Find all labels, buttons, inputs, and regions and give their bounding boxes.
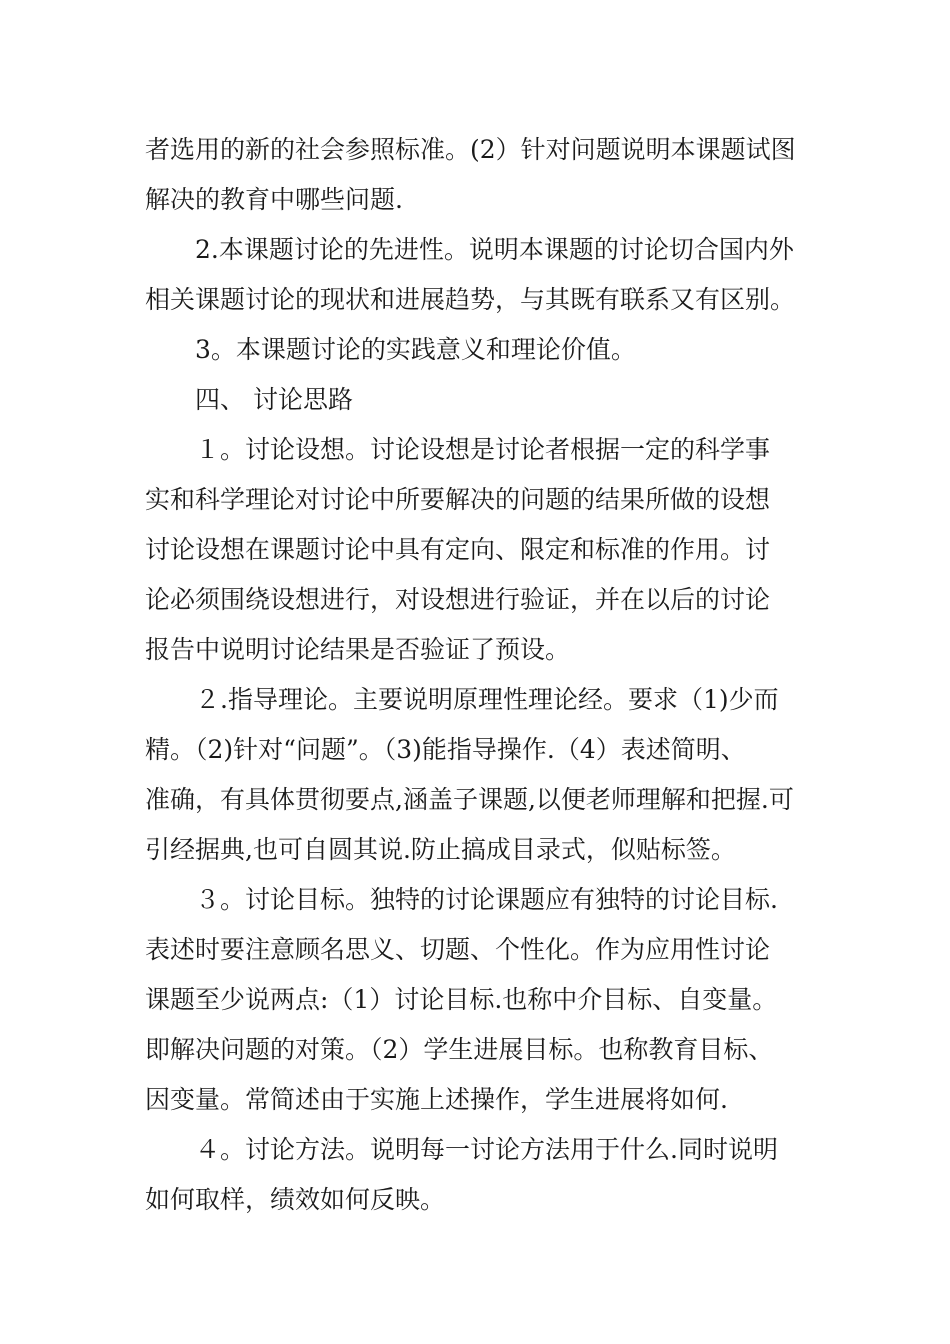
text-line-5: 3。本课题讨论的实践意义和理论价值。	[195, 335, 636, 364]
text-line-18: 课题至少说两点:（1）讨论目标.也称中介目标、自变量。	[145, 985, 778, 1014]
text-line-2: 解决的教育中哪些问题.	[145, 185, 403, 214]
section-heading: 四、 讨论思路	[195, 385, 353, 414]
text-line-17: 表述时要注意顾名思义、切题、个性化。作为应用性讨论	[145, 935, 771, 964]
text-line-11: 报告中说明讨论结果是否验证了预设。	[145, 635, 571, 664]
text-line-16: ３。讨论目标。独特的讨论课题应有独特的讨论目标.	[195, 885, 778, 914]
text-line-10: 论必须围绕设想进行，对设想进行验证，并在以后的讨论	[145, 585, 771, 614]
text-line-3: 2.本课题讨论的先进性。说明本课题的讨论切合国内外	[195, 235, 794, 264]
text-line-12: ２.指导理论。主要说明原理性理论经。要求（1)少而	[195, 685, 779, 714]
text-line-21: ４。讨论方法。说明每一讨论方法用于什么.同时说明	[195, 1135, 778, 1164]
text-line-8: 实和科学理论对讨论中所要解决的问题的结果所做的设想	[145, 485, 771, 514]
text-line-20: 因变量。常简述由于实施上述操作，学生进展将如何.	[145, 1085, 728, 1114]
text-line-4: 相关课题讨论的现状和进展趋势，与其既有联系又有区别。	[145, 285, 796, 314]
text-line-1: 者选用的新的社会参照标准。(2）针对问题说明本课题试图	[145, 135, 796, 164]
text-line-22: 如何取样，绩效如何反映。	[145, 1185, 446, 1214]
text-line-14: 准确，有具体贯彻要点,涵盖子课题,以便老师理解和把握.可	[145, 785, 794, 814]
text-line-19: 即解决问题的对策。（2）学生进展目标。也称教育目标、	[145, 1035, 774, 1064]
text-line-9: 讨论设想在课题讨论中具有定向、限定和标准的作用。讨	[145, 535, 771, 564]
text-line-15: 引经据典,也可自圆其说.防止搞成目录式，似贴标签。	[145, 835, 736, 864]
text-line-13: 精。（2)针对“问题”。（3)能指导操作.（4）表述简明、	[145, 735, 746, 764]
text-line-7: １。讨论设想。讨论设想是讨论者根据一定的科学事	[195, 435, 771, 464]
